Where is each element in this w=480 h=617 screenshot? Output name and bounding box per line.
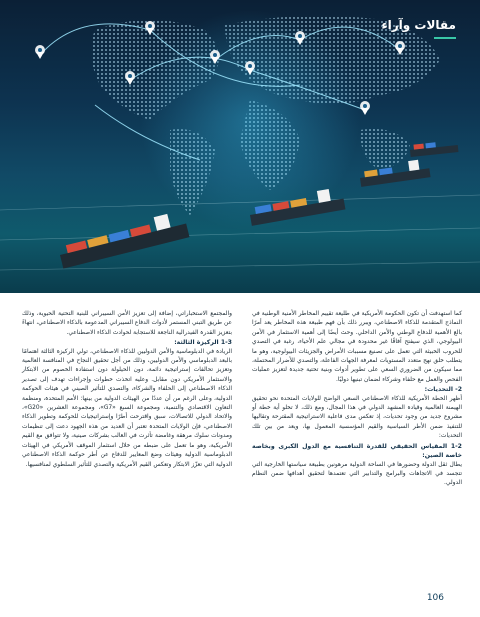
article-paragraph: كما استهدفت أن تكون الحكومة الأمريكية في طليعة تقييم المخاطر الأمنية الوطنية في النماذج المتقدمة للذكاء الاصطناعي، ويبرر ذلك بأن فهم طبيعة هذه المخاطر يعد أمرًا بالغ الأهمية للدفاع الوطني والأمن الداخلي. وحث أيضًا إلى أهمية الاستثمار في الأمن البيولوجي، الذي سيفتح آفاقًا غير محدودة في مجالي علم الأحياء، رغبة في التصدي للحروب الخبيثة التي تعمل على تصنيع مسببات الأمراض والجزيئات البيولوجية، وهو ما يتطلب خلق نهج متعدد المستويات لمعرفة الجهات الفاعلة، والتصدي للأضرار المحتملة، مما سيكون من الضروري السعي على تطوير أدوات وبنية تحتية جديدة لتعزيز عمليات الفحص والعمل مع حلفاء وشركاء لضمان تبنيها دوليًا. xyxy=(252,311,462,383)
article-paragraph: أظهر الخطة الأمريكية للذكاء الاصطناعي السعي الواضح للولايات المتحدة نحو تحقيق الهيمنة العالمية وقيادة المشهد الدولي في هذا المجال، ومع ذلك، لا تخلو أية خطة أو مشروع جديد من وجود تحديات، إذ تعكس مدى فاعلية الاستراتيجية المقترحة وتقاليها للتنفيذ ضمن الأطر السياسية والقيم المؤسسية المعمول بها، ويعد من بين تلك التحديات: xyxy=(252,395,462,440)
article-subheading: 1-2 المقياس الحقيقي للقدرة التنافسية مع الدول الكبرى وبخاصة خاصة الصين: xyxy=(252,442,462,460)
article-column-left xyxy=(252,310,462,595)
article-body xyxy=(22,310,462,595)
article-subheading: 1-3 الركيزة الثالثة: xyxy=(174,339,232,347)
page-number: 106 xyxy=(426,593,444,603)
article-paragraph: والمجتمع الاستخباراتي، إضافة إلى تعزيز الأمن السيبراني للبنية التحتية الحيوية، وذلك عن طريق التبني المستمر لأدوات الدفاع السيبراني المدعومة بالذكاء الاصطناعي، انتهاءً بتعزيز القدرة الفيدرالية الناجعة للاستجابة لحوادث الذكاء الاصطناعي. xyxy=(22,311,232,336)
world-map-shipping-illustration xyxy=(0,0,480,293)
article-paragraph: يطال ثقل الدولة وحضورها في الساحة الدولية مرهونين بطبيعة سياستها الخارجية التي تتجسد في الاتجاهات والبرامج والتدابير التي تعتمدها لتحقيق أهدافها ضمن النظام الدولي. xyxy=(252,461,462,487)
article-column-right xyxy=(22,310,232,595)
article-paragraph: الريادة في الدبلوماسية والأمن الدوليين للذكاء الاصطناعي، تولي الركيزة الثالثة اهتمامًا بالبعد الدبلوماسي والأمن الدوليين، وذلك من أجل تحقيق النجاح في المنافسة العالمية وتعزيز تحالفات إستراتيجية دائمة، دون الحيلولة دون استفادة الخصوم من الابتكار والاستثمار الأمريكي دون مقابل. وعليه اتخذت خطوات وإجراءات تهدف إلى تصدير الذكاء الاصطناعي إلى الحلفاء والشركاء، والتصدي للتأثير الصيني في هيئات الحوكمة الدولية، وعلى الرغم من أن عددًا من الهيئات الدولية من بينها: الأمم المتحدة، ومنظمة التعاون الاقتصادي والتنمية، ومجموعة السبع «G7»، ومجموعة العشرين «G20»، والاتحاد الدولي للاتصالات، سبق واقترحت أطرًا وإستراتيجيات للحوكمة وتطوير الذكاء الاصطناعي، فإن الولايات المتحدة تعتبر أن العديد من هذه الجهود دعت إلى تنظيمات ومدونات سلوك مرهقة وغامضة تأثرت في الغالب بشركات صينية، ولا تتوافق مع القيم الأمريكية، وهو ما تعمل على ضبطه من خلال استثمار الموقف الأمريكي في الهيئات الدبلوماسية الدولية وهيئات وضع المعايير للدفاع عن أطر حوكمة الذكاء الاصطناعي الدولية التي تعزّز الابتكار وتعكس القيم الأمريكية والتصدي للتأثير السلطوي لمنافسيها. xyxy=(22,348,232,468)
hero-image xyxy=(0,0,480,293)
section-title-underline xyxy=(434,37,456,39)
section-title: مقالات وآراء xyxy=(381,18,456,32)
article-subheading: 2- التحديات: xyxy=(424,386,462,394)
